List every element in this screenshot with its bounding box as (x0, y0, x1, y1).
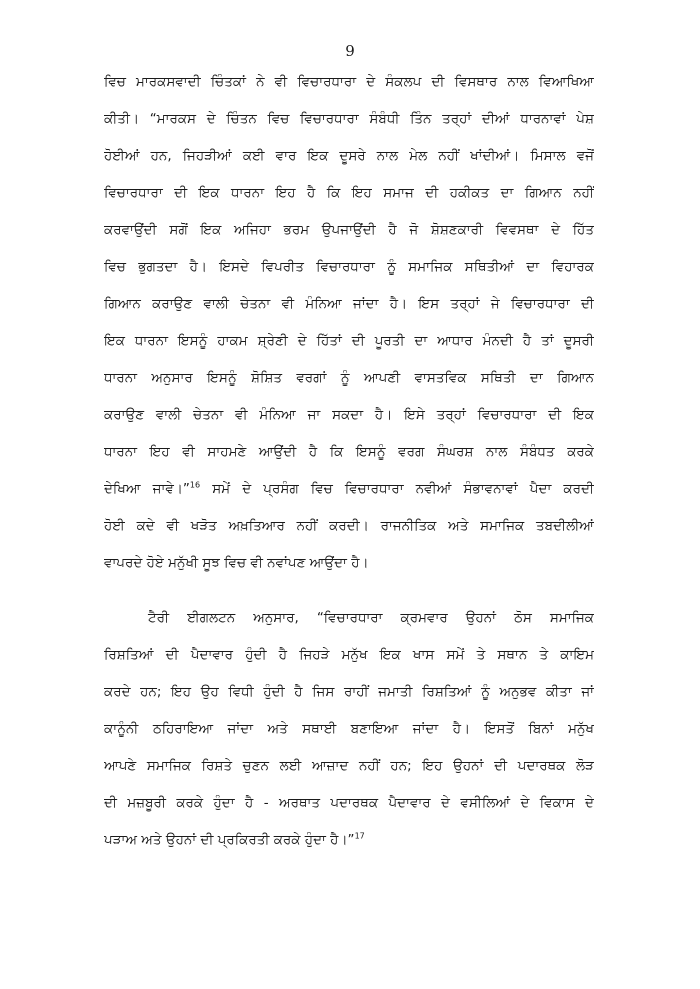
paragraph (104, 64, 594, 582)
text-line: ਗਿਆਨ ਕਰਾਉਣ ਵਾਲੀ ਚੇਤਨਾ ਵੀ ਮੰਨਿਆ ਜਾਂਦਾ ਹੈ। ਇਸ ਤਰ੍ਹਾਂ ਜੇ ਵਿਚਾਰਧਾਰਾ ਦੀ (104, 296, 594, 312)
footnote-ref: 17 (354, 831, 365, 841)
text-line: ਹੋਈਆਂ ਹਨ, ਜਿਹੜੀਆਂ ਕਈ ਵਾਰ ਇਕ ਦੂਸਰੇ ਨਾਲ ਮੇਲ ਨਹੀਂ ਖਾਂਦੀਆਂ। ਮਿਸਾਲ ਵਜੋਂ (104, 148, 594, 164)
page-number: 9 (345, 42, 355, 60)
text-line: ਰਿਸ਼ਤਿਆਂ ਦੀ ਪੈਦਾਵਾਰ ਹੁੰਦੀ ਹੈ ਜਿਹੜੇ ਮਨੁੱਖ ਇਕ ਖਾਸ ਸਮੇਂ ਤੇ ਸਥਾਨ ਤੇ ਕਾਇਮ (104, 647, 594, 663)
text-line: ਕਰਾਉਣ ਵਾਲੀ ਚੇਤਨਾ ਵੀ ਮੰਨਿਆ ਜਾ ਸਕਦਾ ਹੈ। ਇਸੇ ਤਰ੍ਹਾਂ ਵਿਚਾਰਧਾਰਾ ਦੀ ਇਕ (104, 407, 594, 423)
text-line: ਕਰਵਾਉਂਦੀ ਸਗੋਂ ਇਕ ਅਜਿਹਾ ਭਰਮ ਉਪਜਾਉਂਦੀ ਹੈ ਜੋ ਸ਼ੋਸ਼ਣਕਾਰੀ ਵਿਵਸਥਾ ਦੇ ਹਿੱਤ (104, 222, 594, 238)
body-text (104, 64, 594, 859)
text-line: ਕਰਦੇ ਹਨ; ਇਹ ਉਹ ਵਿਧੀ ਹੁੰਦੀ ਹੈ ਜਿਸ ਰਾਹੀਂ ਜਮਾਤੀ ਰਿਸ਼ਤਿਆਂ ਨੂੰ ਅਨੁਭਵ ਕੀਤਾ ਜਾਂ (104, 684, 594, 700)
text-line: ਆਪਣੇ ਸਮਾਜਿਕ ਰਿਸ਼ਤੇ ਚੁਣਨ ਲਈ ਆਜ਼ਾਦ ਨਹੀਂ ਹਨ; ਇਹ ਉਹਨਾਂ ਦੀ ਪਦਾਰਥਕ ਲੋੜ (104, 758, 594, 774)
text-line: ਟੈਰੀ ਈਗਲਟਨ ਅਨੁਸਾਰ, “ਵਿਚਾਰਧਾਰਾ ਕ੍ਰਮਵਾਰ ਉਹਨਾਂ ਠੋਸ ਸਮਾਜਿਕ (148, 610, 594, 626)
text-line: ਕੀਤੀ। “ਮਾਰਕਸ ਦੇ ਚਿੰਤਨ ਵਿਚ ਵਿਚਾਰਧਾਰਾ ਸੰਬੰਧੀ ਤਿੰਨ ਤਰ੍ਹਾਂ ਦੀਆਂ ਧਾਰਨਾਵਾਂ ਪੇਸ਼ (104, 111, 594, 127)
text-line: ਇਕ ਧਾਰਨਾ ਇਸਨੂੰ ਹਾਕਮ ਸ਼੍ਰੇਣੀ ਦੇ ਹਿੱਤਾਂ ਦੀ ਪੂਰਤੀ ਦਾ ਆਧਾਰ ਮੰਨਦੀ ਹੈ ਤਾਂ ਦੂਸਰੀ (104, 333, 594, 349)
text-line: ਪੜਾਅ ਅਤੇ ਉਹਨਾਂ ਦੀ ਪ੍ਰਕਿਰਤੀ ਕਰਕੇ ਹੁੰਦਾ ਹੈ।”$^{17}$ (104, 831, 365, 848)
text-line: ਵਿਚ ਭੁਗਤਦਾ ਹੈ। ਇਸਦੇ ਵਿਪਰੀਤ ਵਿਚਾਰਧਾਰਾ ਨੂੰ ਸਮਾਜਿਕ ਸਥਿਤੀਆਂ ਦਾ ਵਿਹਾਰਕ (104, 259, 594, 275)
text-line: ਕਾਨੂੰਨੀ ਠਹਿਰਾਇਆ ਜਾਂਦਾ ਅਤੇ ਸਥਾਈ ਬਣਾਇਆ ਜਾਂਦਾ ਹੈ। ਇਸਤੋਂ ਬਿਨਾਂ ਮਨੁੱਖ (104, 721, 594, 737)
text-line: ਵਿਚਾਰਧਾਰਾ ਦੀ ਇਕ ਧਾਰਨਾ ਇਹ ਹੈ ਕਿ ਇਹ ਸਮਾਜ ਦੀ ਹਕੀਕਤ ਦਾ ਗਿਆਨ ਨਹੀਂ (104, 185, 594, 201)
text-line: ਵਿਚ ਮਾਰਕਸਵਾਦੀ ਚਿੰਤਕਾਂ ਨੇ ਵੀ ਵਿਚਾਰਧਾਰਾ ਦੇ ਸੰਕਲਪ ਦੀ ਵਿਸਥਾਰ ਨਾਲ ਵਿਆਖਿਆ (104, 74, 594, 90)
text-line: ਵਾਪਰਦੇ ਹੋਏ ਮਨੁੱਖੀ ਸੂਝ ਵਿਚ ਵੀ ਨਵਾਂਪਣ ਆਉਂਦਾ ਹੈ। (104, 555, 369, 571)
text-line: ਧਾਰਨਾ ਅਨੁਸਾਰ ਇਸਨੂੰ ਸ਼ੋਸ਼ਿਤ ਵਰਗਾਂ ਨੂੰ ਆਪਣੀ ਵਾਸਤਵਿਕ ਸਥਿਤੀ ਦਾ ਗਿਆਨ (104, 370, 594, 386)
text-line: ਹੋਈ ਕਦੇ ਵੀ ਖੜੋਤ ਅਖ਼ਤਿਆਰ ਨਹੀਂ ਕਰਦੀ। ਰਾਜਨੀਤਿਕ ਅਤੇ ਸਮਾਜਿਕ ਤਬਦੀਲੀਆਂ (104, 518, 594, 534)
text-line: ਦੀ ਮਜ਼ਬੂਰੀ ਕਰਕੇ ਹੁੰਦਾ ਹੈ - ਅਰਥਾਤ ਪਦਾਰਥਕ ਪੈਦਾਵਾਰ ਦੇ ਵਸੀਲਿਆਂ ਦੇ ਵਿਕਾਸ ਦੇ (104, 795, 594, 811)
text-line: ਧਾਰਨਾ ਇਹ ਵੀ ਸਾਹਮਣੇ ਆਉਂਦੀ ਹੈ ਕਿ ਇਸਨੂੰ ਵਰਗ ਸੰਘਰਸ਼ ਨਾਲ ਸੰਬੰਧਤ ਕਰਕੇ (104, 444, 594, 460)
footnote-ref: 16 (189, 480, 201, 490)
text-line: ਦੇਖਿਆ ਜਾਵੇ।”$^{16}$ ਸਮੇਂ ਦੇ ਪ੍ਰਸੰਗ ਵਿਚ ਵਿਚਾਰਧਾਰਾ ਨਵੀਆਂ ਸੰਭਾਵਨਾਵਾਂ ਪੈਦਾ ਕਰਦੀ (104, 480, 594, 497)
paragraph (104, 600, 594, 859)
